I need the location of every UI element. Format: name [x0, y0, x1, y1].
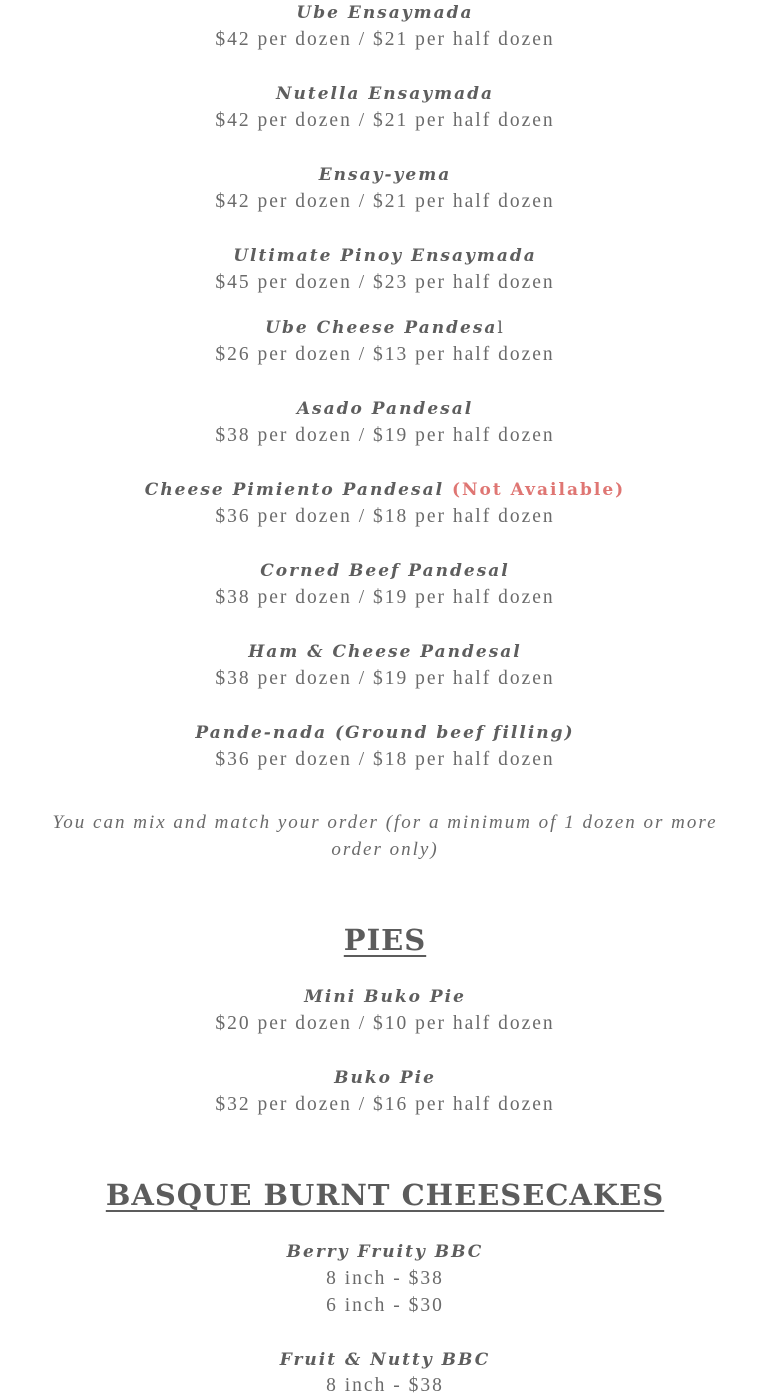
menu-item-size-price: 6 inch - $30 [326, 1295, 444, 1316]
menu-item-price: $32 per dozen / $16 per half dozen [215, 1094, 555, 1115]
menu-item-name: Ultimate Pinoy Ensaymada [233, 246, 537, 266]
menu-item-price: $36 per dozen / $18 per half dozen [215, 506, 555, 527]
menu-item-name [0, 477, 770, 503]
menu-item-price: $36 per dozen / $18 per half dozen [215, 749, 555, 770]
menu-item-name-tail: l [497, 318, 505, 338]
menu-item-name: Ensay-yema [318, 165, 452, 185]
section-title-cheesecakes: BASQUE BURNT CHEESECAKES [105, 1178, 665, 1212]
menu-item-price: $42 per dozen / $21 per half dozen [215, 191, 555, 212]
mix-and-match-note: You can mix and match your order (for a minimum of 1 dozen or more order only) [52, 812, 718, 860]
menu-item-price: $42 per dozen / $21 per half dozen [215, 29, 555, 50]
menu-item-name: Buko Pie [334, 1068, 436, 1088]
menu-item-price: $42 per dozen / $21 per half dozen [215, 110, 555, 131]
menu-item-name: Asado Pandesal [296, 399, 474, 419]
menu-item-price: $45 per dozen / $23 per half dozen [215, 272, 555, 293]
not-available-badge: (Not Available) [451, 480, 626, 500]
menu-item-name [0, 315, 770, 341]
menu-item-size-price: 8 inch - $38 [326, 1375, 444, 1396]
menu-item-name: Nutella Ensaymada [275, 84, 495, 104]
menu-item-size-price: 8 inch - $38 [326, 1268, 444, 1289]
menu-item-name-text: Ube Cheese Pandesa [265, 318, 498, 338]
menu-item-name: Mini Buko Pie [304, 987, 466, 1007]
menu-item-price: $20 per dozen / $10 per half dozen [215, 1013, 555, 1034]
section-title-pies: PIES [343, 923, 427, 957]
menu-item-name: Fruit & Nutty BBC [279, 1350, 491, 1370]
menu-item-name: Ube Ensaymada [296, 3, 474, 23]
menu-item-price: $38 per dozen / $19 per half dozen [215, 587, 555, 608]
menu-item-name: Pande-nada (Ground beef filling) [195, 723, 575, 743]
menu-item-price: $38 per dozen / $19 per half dozen [215, 425, 555, 446]
menu-item-name-text: Cheese Pimiento Pandesal [144, 480, 445, 500]
menu-item-name: Ham & Cheese Pandesal [248, 642, 522, 662]
menu-item-name: Corned Beef Pandesal [260, 561, 510, 581]
menu-item-name: Berry Fruity BBC [286, 1242, 484, 1262]
menu-item-price: $38 per dozen / $19 per half dozen [215, 668, 555, 689]
menu-item-price: $26 per dozen / $13 per half dozen [215, 344, 555, 365]
